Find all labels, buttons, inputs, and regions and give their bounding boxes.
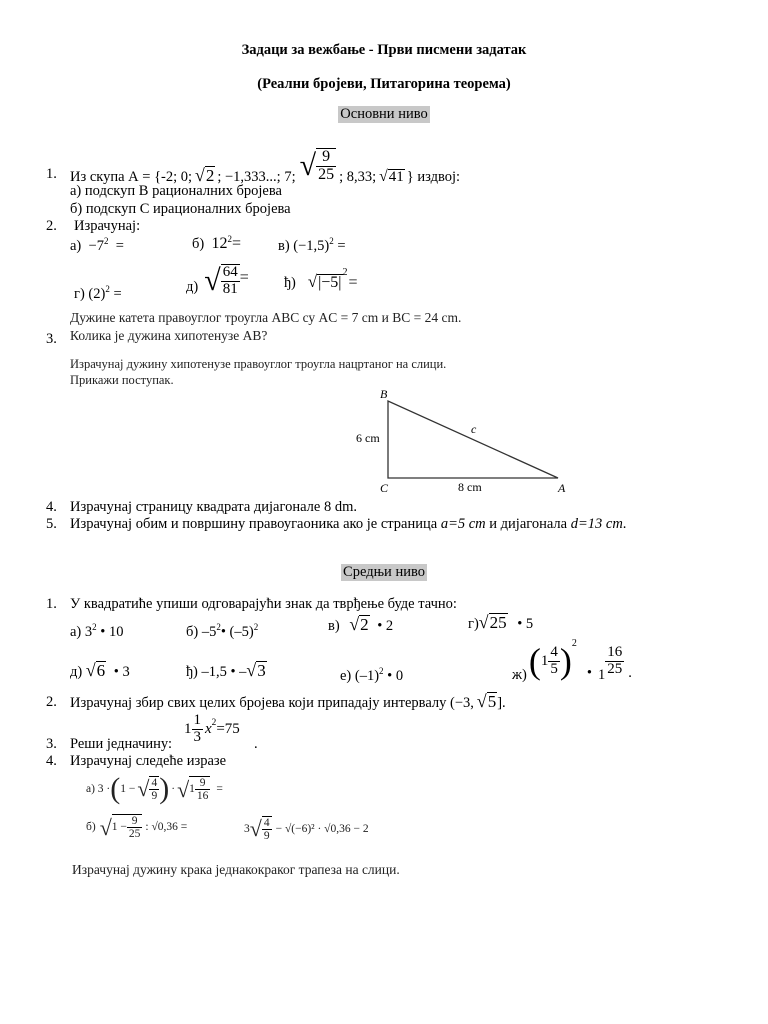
mid-task-5-text: Израчунај дужину крака једнакокраког трапеза на слици. xyxy=(72,862,400,877)
mid-task-4-text: Израчунај следеће изразе xyxy=(70,753,227,769)
task-2-item-v: в) $(-1,5)^2$ = xyxy=(278,236,346,254)
mid-task-1-item-zh: ж) ( 1 $\frac{4}{5}$ ) $^2$ • 1 $\frac{16}{25}$ . xyxy=(512,638,632,683)
expression-a: а) 3 · ( 1 − √ $\frac{4}{9}$ ) · √ 1 $\frac{9}{16}$ = xyxy=(86,772,223,805)
mid-task-1-item-b: б) $-5^2•$ $(-5)^2$ xyxy=(186,622,259,640)
task-number: 1. xyxy=(46,596,57,612)
mid-task-1-item-g: г)√25 • 5 xyxy=(468,612,534,632)
task-number: 5. xyxy=(46,516,57,532)
section-middle-heading xyxy=(0,564,768,581)
task-3-line2: Колика је дужина хипотенузе AB? xyxy=(70,328,268,343)
sqrt-2: √2 xyxy=(349,614,369,634)
sqrt-2: √2 xyxy=(195,165,215,185)
mid-task-1-item-a: а) $3^2$ • 10 xyxy=(70,622,124,640)
task-2-item-dj: ђ) $√|-5|^2$ = xyxy=(284,266,358,291)
side-a-value: a=5 cm xyxy=(440,516,486,532)
task-1-option-b: б) подскуп С ирационалних бројева xyxy=(70,201,291,217)
vertex-a-label: A xyxy=(558,481,566,495)
mid-task-3-dot: . xyxy=(254,736,258,752)
sqrt-6: √6 xyxy=(85,660,106,680)
sqrt-41: √41 xyxy=(379,168,404,185)
task-number: 2. xyxy=(46,694,57,710)
sqrt-abs-minus5-squared: $√|-5|^2$ xyxy=(307,266,348,291)
sqrt-5: √5 xyxy=(476,691,497,711)
task-3-line3: Израчунај дужину хипотенузе правоуглог троугла нацртаног на слици. xyxy=(70,357,447,371)
page-title: Задаци за вежбање - Први писмени задатак xyxy=(241,42,527,58)
task-5-text: Израчунај обим и површину правоугаоника ако је страница a=5 cm и дијагонала d=13 cm. xyxy=(70,516,627,532)
section-basic-label: Основни ниво xyxy=(340,106,428,122)
vertex-c-label: C xyxy=(380,481,389,495)
task-4-text: Израчунај страницу квадрата дијагонале 8 dm. xyxy=(70,499,357,515)
triangle-shape xyxy=(388,401,558,478)
task-number: 3. xyxy=(46,331,57,347)
diagonal-d-value: d=13 cm xyxy=(570,516,623,532)
expression-b: б) √ 1 − $\frac{9}{25}$ : √0,36 = xyxy=(86,814,188,840)
task-2-item-d: д) √ $\frac{64}{81}$ = xyxy=(186,264,249,297)
mid-task-1-text: У квадратиће упиши одговарајући знак да тврђење буде тачно: xyxy=(70,596,457,612)
task-number: 4. xyxy=(46,499,57,515)
task-1-statement xyxy=(70,148,461,186)
mid-task-1-item-dj: ђ) –1,5 • –√3 xyxy=(186,660,266,680)
sqrt-3: √3 xyxy=(246,660,266,680)
task-1-option-a: а) подскуп В рационалних бројева xyxy=(70,183,282,199)
leg-bottom-label: 8 cm xyxy=(458,480,482,494)
mid-task-3-text: Реши једначину: xyxy=(70,736,173,752)
task-1-pre: Из скупа А = {-2; 0; xyxy=(70,169,193,185)
sqrt-9-25: √ $\frac{9}{25}$ xyxy=(299,148,335,184)
task-2-item-a: $а) -7^2$ = xyxy=(70,236,124,254)
vertex-b-label: B xyxy=(380,387,388,401)
expression-c: 3 √ $\frac{4}{9}$ − √(−6)² · √0,36 − 2 xyxy=(244,816,369,842)
section-middle-label: Средњи ниво xyxy=(343,564,425,580)
task-number: 2. xyxy=(46,218,57,234)
hypotenuse-label: c xyxy=(471,422,477,436)
task-3-line1: Дужине катета правоуглог троугла ABC су AC = 7 cm и BC = 24 cm. xyxy=(70,310,462,325)
equation: 1 $\frac{1}{3}$ x $^2$ =75 xyxy=(184,711,240,745)
page-subtitle: (Реални бројеви, Питагорина теорема) xyxy=(257,76,511,92)
section-basic-heading xyxy=(0,106,768,123)
sqrt-25: √25 xyxy=(478,612,507,632)
mid-task-1-item-v: в) √2 • 2 xyxy=(328,614,394,634)
task-2-label: Израчунај: xyxy=(74,218,141,234)
right-triangle-figure xyxy=(340,380,580,496)
task-2-item-b: б) $12^2=$ xyxy=(192,234,241,252)
task-3-line4: Прикажи поступак. xyxy=(70,373,174,387)
mid-task-1-item-e: е) $(-1)^2$ • 0 xyxy=(340,666,404,684)
mid-task-1-item-d: д) √6 • 3 xyxy=(70,660,130,680)
task-number: 3. xyxy=(46,736,57,752)
mid-task-2-text: Израчунај збир свих целих бројева који припадају интервалу (−3, √5 ]. xyxy=(70,691,506,711)
task-2-item-g: г) $(2)^2$ = xyxy=(74,284,122,302)
task-number: 4. xyxy=(46,753,57,769)
sqrt-64-81: √ $\frac{64}{81}$ xyxy=(204,264,238,297)
leg-left-label: 6 cm xyxy=(356,431,380,445)
task-1-post: } издвој: xyxy=(406,169,461,185)
task-1-mid1: ; −1,333...; 7; xyxy=(217,169,296,185)
task-number: 1. xyxy=(46,166,57,182)
task-1-mid2: ; 8,33; xyxy=(339,169,377,185)
